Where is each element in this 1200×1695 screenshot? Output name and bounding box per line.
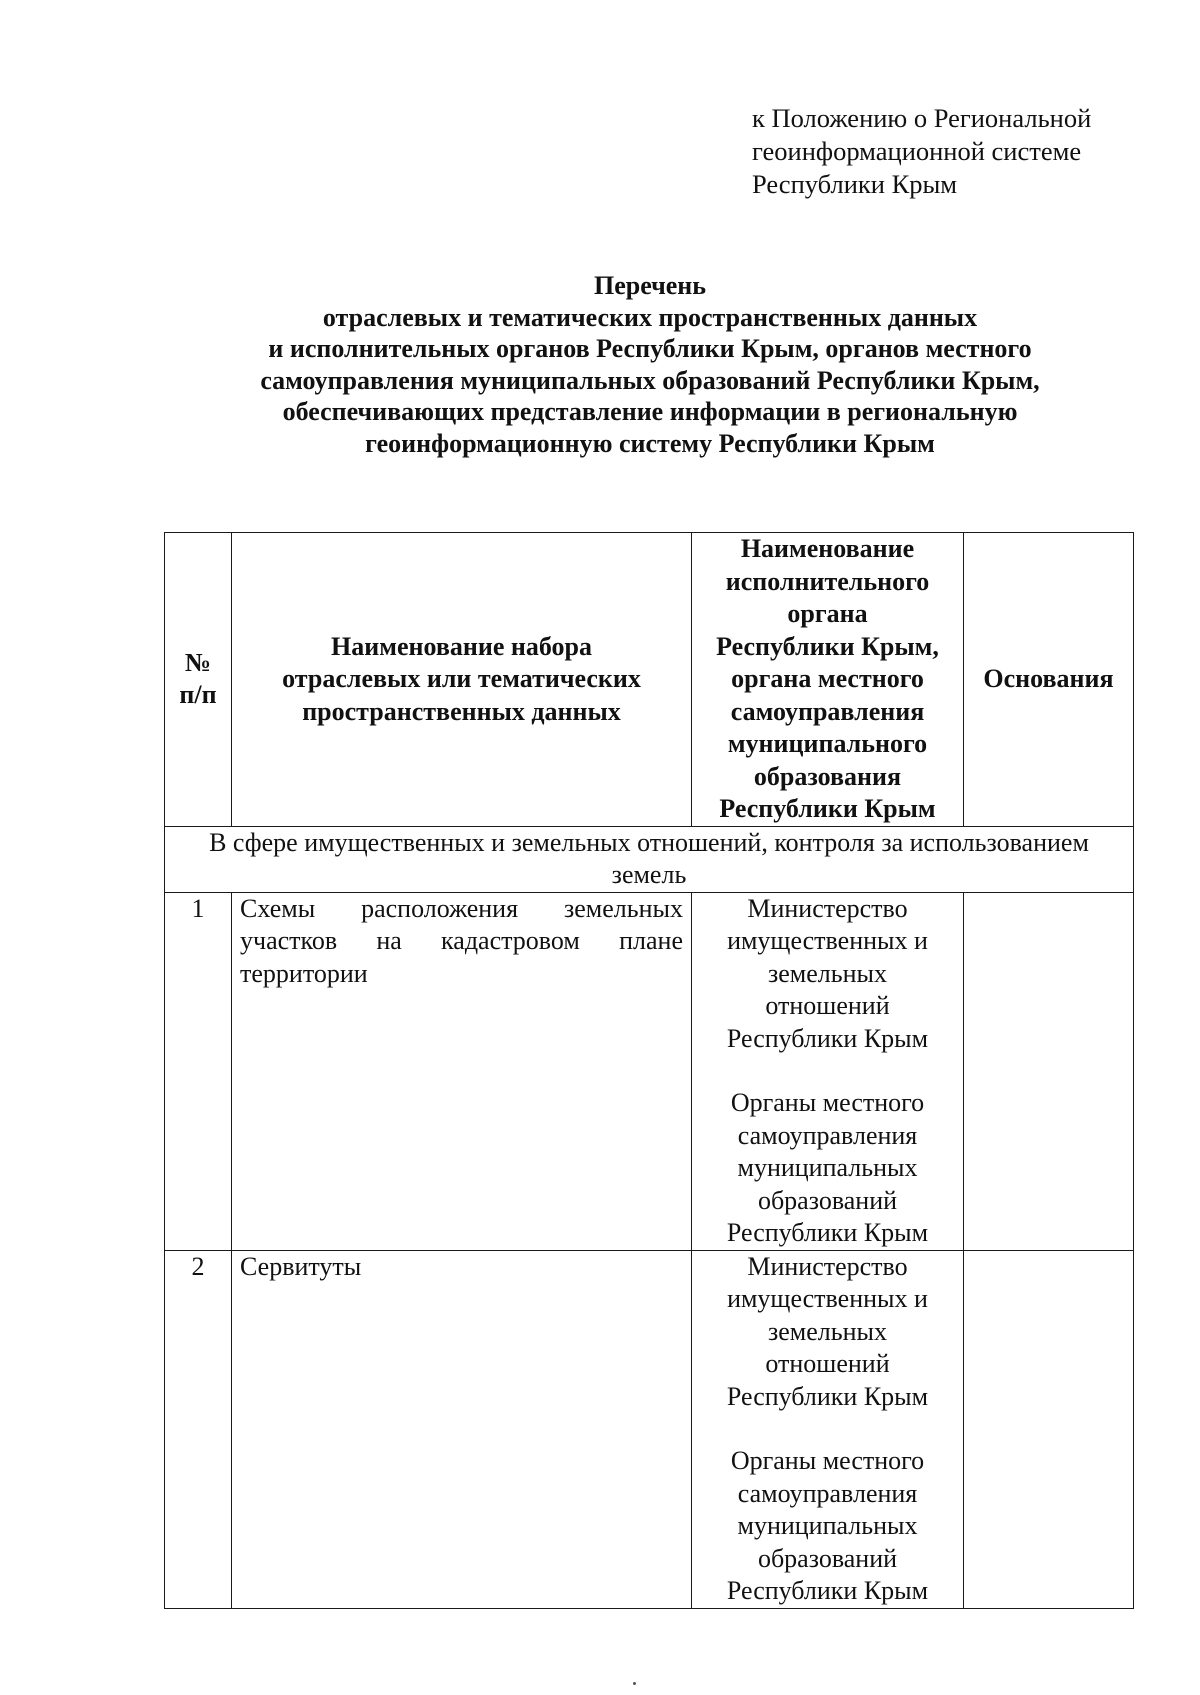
registry-table: [164, 532, 1134, 1609]
scan-speck: [633, 1682, 636, 1685]
title-line: отраслевых и тематических пространственных данных: [322, 302, 978, 332]
header-dataset-name: [232, 533, 692, 827]
appendix-note-line: Республики Крым: [752, 169, 958, 199]
organization-local-government: [700, 1445, 955, 1608]
org-line: Органы местного: [730, 1088, 925, 1117]
header-basis: Основания: [964, 533, 1134, 827]
organization-ministry: [700, 893, 955, 1056]
table-row: [165, 1250, 1134, 1608]
table-row: [165, 892, 1134, 1250]
title-line: самоуправления муниципальных образований Республики Крым,: [260, 365, 1040, 395]
header-org-line: органа: [787, 599, 868, 628]
header-org-line: Республики Крым,: [716, 631, 939, 661]
document-title: [150, 270, 1150, 459]
header-name-line: отраслевых или тематических: [282, 664, 641, 693]
basis-cell: [964, 1250, 1134, 1608]
org-line: образований: [757, 1543, 898, 1573]
org-line: Республики Крым: [726, 1218, 929, 1247]
header-name-line: Наименование набора: [331, 631, 592, 661]
dataset-name: Сервитуты: [232, 1250, 692, 1608]
title-line: Перечень: [593, 271, 707, 300]
basis-cell: [964, 892, 1134, 1250]
org-line: самоуправления: [737, 1478, 918, 1508]
appendix-note-line: к Положению о Региональной: [752, 103, 1092, 133]
row-number: 2: [165, 1250, 232, 1608]
section-title: В сфере имущественных и земельных отношений, контроля за использованием земель: [165, 826, 1134, 892]
org-line: Министерство: [747, 1251, 908, 1281]
org-line: Республики Крым: [726, 1023, 929, 1053]
table-header-row: [165, 533, 1134, 827]
org-line: самоуправления: [737, 1120, 918, 1150]
section-row: [165, 826, 1134, 892]
header-org-line: самоуправления: [730, 696, 925, 726]
org-spacer: [700, 1413, 955, 1445]
org-line: имущественных и: [727, 926, 928, 955]
dataset-name: Схемы расположения земельных участков на кадастровом плане территории: [232, 892, 692, 1250]
title-line: и исполнительных органов Республики Крым, органов местного: [268, 334, 1032, 363]
header-name-line: пространственных данных: [302, 696, 621, 726]
org-line: муниципальных: [737, 1511, 918, 1540]
organization-local-government: [700, 1087, 955, 1250]
org-spacer: [700, 1055, 955, 1087]
responsible-organizations: [692, 892, 964, 1250]
org-line: муниципальных: [737, 1153, 918, 1182]
header-org-line: органа местного: [731, 664, 924, 693]
row-number: 1: [165, 892, 232, 1250]
org-line: земельных: [767, 1316, 888, 1346]
org-line: отношений: [765, 991, 890, 1020]
responsible-organizations: [692, 1250, 964, 1608]
header-num-line: п/п: [179, 680, 217, 710]
header-org-line: Республики Крым: [719, 794, 936, 823]
header-org-line: исполнительного: [725, 566, 930, 596]
org-line: Республики Крым: [726, 1576, 929, 1605]
org-line: образований: [757, 1185, 898, 1215]
org-line: имущественных и: [727, 1284, 928, 1313]
title-line: геоинформационную систему Республики Крым: [365, 428, 935, 458]
org-line: земельных: [767, 958, 888, 988]
header-org-line: муниципального: [727, 729, 928, 758]
org-line: Республики Крым: [726, 1381, 929, 1411]
header-num: [165, 533, 232, 827]
header-org-line: Наименование: [740, 534, 915, 563]
header-num-line: №: [184, 647, 212, 677]
org-line: отношений: [765, 1349, 890, 1378]
title-line: обеспечивающих представление информации в региональную: [282, 397, 1018, 426]
org-line: Министерство: [747, 893, 908, 923]
organization-ministry: [700, 1251, 955, 1414]
appendix-note-line: геоинформационной системе: [752, 136, 1082, 166]
appendix-note: [752, 102, 1172, 201]
header-org-line: образования: [753, 761, 902, 791]
org-line: Органы местного: [730, 1446, 925, 1475]
header-organization: [692, 533, 964, 827]
